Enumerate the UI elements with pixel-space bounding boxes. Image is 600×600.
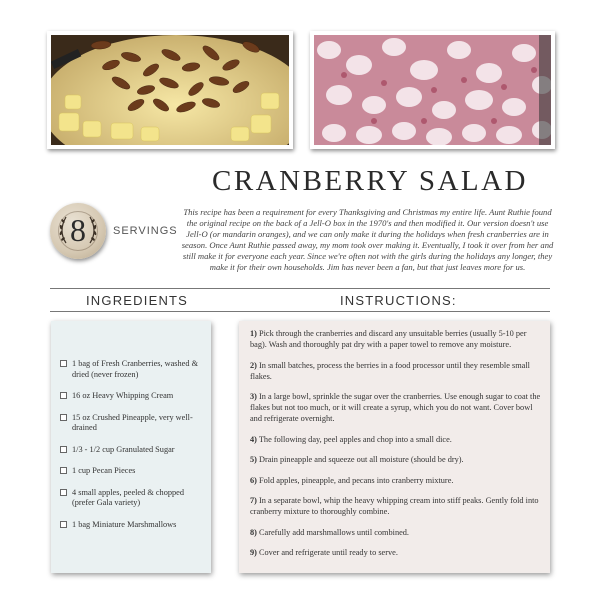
- instruction-step: 7) In a separate bowl, whip the heavy whipping cream into stiff peaks. Gently fold into cranberry mixture to thoroughly combine.: [250, 496, 539, 516]
- pecans-pineapple-image: [51, 35, 289, 145]
- ingredient-item: 1/3 - 1/2 cup Granulated Sugar: [60, 445, 206, 456]
- checkbox-icon[interactable]: [60, 467, 67, 474]
- ingredient-item: 1 bag of Fresh Cranberries, washed & dried (never frozen): [60, 359, 206, 380]
- instruction-step: 8) Carefully add marshmallows until combined.: [250, 527, 410, 537]
- checkbox-icon[interactable]: [60, 414, 67, 421]
- ingredients-heading: INGREDIENTS: [86, 293, 189, 308]
- instruction-step: 5) Drain pineapple and squeeze out all moisture (should be dry).: [250, 455, 464, 464]
- instructions-heading: INSTRUCTIONS:: [340, 293, 457, 308]
- servings-number: 8: [70, 212, 86, 248]
- instructions-list: [250, 328, 542, 568]
- divider-bottom: [50, 311, 550, 312]
- ingredients-list: [60, 359, 206, 541]
- instruction-step: 6) Fold apples, pineapple, and pecans into cranberry mixture.: [250, 475, 454, 485]
- servings-badge: [50, 203, 106, 259]
- instruction-step: 2) In small batches, process the berries in a food processor until they resemble small flakes.: [250, 360, 530, 381]
- instruction-step: 3) In a large bowl, sprinkle the sugar over the cranberries. Use enough sugar to coat the flakes but not too much, or it will create a syrup, which you do not want. Cover bowl and refrigerate overnight.: [250, 392, 541, 423]
- pecans-pineapple-photo: [47, 31, 293, 149]
- recipe-intro: This recipe has been a requirement for every Thanksgiving and Christmas my entire life. Aunt Ruthie found the original recipe on the back of a Jell-O box in the 1970's and then modified it. Our version doesn't use Jell-O (or mandarin oranges), and we can only make it during the holidays when fresh cranberries are in season. Once Aunt Ruthie passed away, my mom took over making it. Eventually, I took it over from her and still make it for everyone each year. Since we're often not with the girls during the holidays any longer, they make it for their own households. Jim has never been a fan, but that just leaves more for us.: [181, 207, 554, 272]
- instructions-card: [239, 321, 550, 573]
- checkbox-icon[interactable]: [60, 521, 67, 528]
- ingredient-item: 1 bag Miniature Marshmallows: [60, 520, 206, 531]
- ingredient-item: 15 oz Crushed Pineapple, very well-drained: [60, 413, 206, 434]
- servings-label: SERVINGS: [113, 225, 178, 237]
- instruction-step: 4) The following day, peel apples and chop into a small dice.: [250, 434, 452, 444]
- checkbox-icon[interactable]: [60, 489, 67, 496]
- salad-closeup-image: [314, 35, 551, 145]
- recipe-title: CRANBERRY SALAD: [212, 165, 529, 197]
- salad-closeup-photo: [310, 31, 555, 149]
- divider-top: [50, 288, 550, 289]
- ingredient-item: 4 small apples, peeled & chopped (prefer Gala variety): [60, 488, 206, 509]
- checkbox-icon[interactable]: [60, 446, 67, 453]
- checkbox-icon[interactable]: [60, 392, 67, 399]
- instruction-step: 9) Cover and refrigerate until ready to serve.: [250, 548, 398, 557]
- instruction-step: 1) Pick through the cranberries and discard any unsuitable berries (usually 5-10 per bag). Wash and thoroughly pat dry with a paper towel to remove any moisture.: [250, 329, 527, 349]
- checkbox-icon[interactable]: [60, 360, 67, 367]
- ingredient-item: 1 cup Pecan Pieces: [60, 466, 206, 477]
- ingredient-item: 16 oz Heavy Whipping Cream: [60, 391, 206, 402]
- ingredients-card: [51, 321, 211, 573]
